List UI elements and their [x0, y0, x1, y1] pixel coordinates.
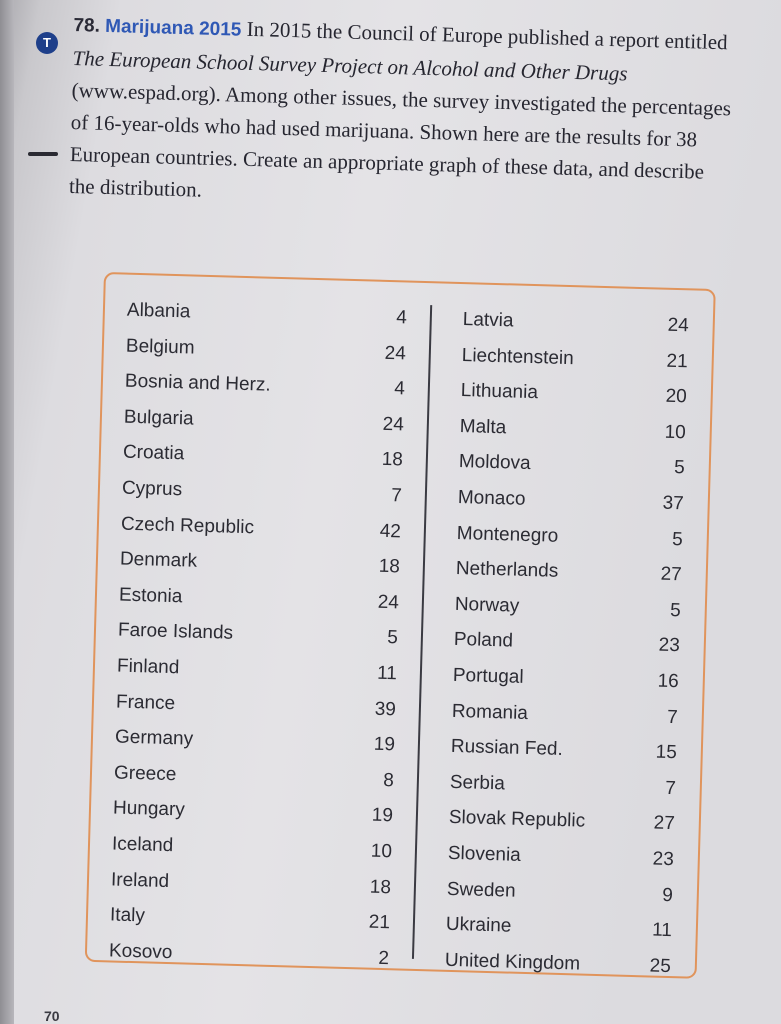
- book-spine-shadow: [0, 0, 14, 1024]
- percentage-value: 18: [369, 876, 392, 898]
- country-name: Slovak Republic: [448, 807, 586, 832]
- percentage-value: 5: [671, 528, 684, 550]
- country-name: Slovenia: [447, 842, 522, 866]
- percentage-value: 21: [368, 911, 391, 934]
- data-table: [85, 272, 716, 979]
- percentage-value: 19: [371, 805, 394, 827]
- percentage-value: 27: [660, 563, 683, 586]
- country-name: Albania: [126, 299, 191, 323]
- column-divider: [412, 305, 432, 959]
- percentage-value: 37: [662, 492, 685, 515]
- country-name: Latvia: [462, 309, 514, 332]
- problem-78: [69, 8, 739, 220]
- country-name: Lithuania: [460, 380, 539, 404]
- country-name: Montenegro: [456, 522, 559, 547]
- country-name: Germany: [114, 726, 194, 750]
- table-column-right: [444, 302, 689, 984]
- country-name: Bulgaria: [123, 406, 194, 430]
- country-name: Sweden: [446, 878, 516, 902]
- country-name: Liechtenstein: [461, 344, 575, 369]
- country-name: Hungary: [112, 797, 186, 821]
- percentage-value: 4: [395, 307, 408, 329]
- percentage-value: 23: [652, 848, 675, 871]
- table-column-left: [109, 293, 408, 977]
- percentage-value: 9: [661, 884, 674, 906]
- country-name: Cyprus: [121, 477, 183, 501]
- percentage-value: 24: [667, 314, 690, 337]
- country-name: Denmark: [119, 548, 198, 572]
- percentage-value: 7: [664, 777, 677, 799]
- percentage-value: 8: [383, 769, 395, 792]
- percentage-value: 10: [664, 421, 687, 444]
- percentage-value: 2: [378, 947, 390, 969]
- percentage-value: 23: [658, 634, 681, 657]
- percentage-value: 39: [374, 698, 397, 720]
- country-name: Greece: [113, 762, 177, 785]
- percentage-value: 27: [653, 812, 676, 835]
- country-name: Poland: [453, 629, 514, 652]
- country-name: Iceland: [111, 833, 174, 857]
- margin-mark: [28, 152, 58, 156]
- percentage-value: 16: [657, 670, 680, 693]
- percentage-value: 18: [381, 449, 404, 471]
- problem-intro: In 2015 the Council of Europe published a report entitled: [241, 16, 728, 55]
- country-name: Romania: [451, 700, 529, 724]
- country-name: Estonia: [118, 584, 183, 608]
- country-name: Monaco: [457, 486, 526, 510]
- percentage-value: 10: [370, 840, 393, 863]
- table-row: [109, 933, 390, 976]
- percentage-value: 4: [393, 378, 406, 400]
- country-name: Faroe Islands: [117, 619, 234, 645]
- country-name: Portugal: [452, 664, 524, 688]
- country-name: Netherlands: [455, 558, 559, 582]
- table-row: [444, 942, 671, 984]
- percentage-value: 7: [390, 485, 403, 507]
- page-number: 70: [44, 1008, 60, 1024]
- percentage-value: 11: [376, 662, 398, 685]
- country-name: Russian Fed.: [450, 735, 564, 761]
- country-name: Bosnia and Herz.: [124, 370, 271, 396]
- country-name: France: [115, 691, 176, 714]
- problem-number: 78.: [73, 14, 101, 37]
- percentage-value: 5: [387, 627, 399, 649]
- country-name: Croatia: [122, 441, 185, 465]
- percentage-value: 42: [379, 520, 402, 542]
- percentage-value: 18: [378, 555, 401, 578]
- country-name: Ireland: [110, 868, 170, 892]
- problem-title: Marijuana 2015: [104, 15, 242, 41]
- teacher-badge-icon: T: [36, 32, 58, 54]
- percentage-value: 24: [382, 413, 405, 436]
- percentage-value: 20: [665, 385, 688, 408]
- problem-body: (www.espad.org). Among other issues, the survey investigated the percentages of 16-year-olds who had used marijuana. Shown here are the results for 38 European countries. Create an appropriate graph of these data, and describe the distribution.: [68, 77, 732, 202]
- country-name: Kosovo: [108, 940, 173, 963]
- percentage-value: 11: [651, 919, 673, 942]
- country-name: Norway: [454, 593, 520, 617]
- country-name: Italy: [109, 904, 146, 927]
- percentage-value: 5: [673, 457, 686, 479]
- country-name: Malta: [459, 415, 507, 439]
- problem-text: [69, 8, 739, 220]
- country-name: Belgium: [125, 335, 195, 359]
- country-name: Czech Republic: [120, 513, 255, 538]
- report-title: The European School Survey Project on Alcohol and Other Drugs: [72, 45, 628, 86]
- percentage-value: 19: [373, 733, 396, 756]
- percentage-value: 25: [649, 955, 672, 977]
- country-name: United Kingdom: [444, 949, 581, 975]
- percentage-value: 24: [384, 342, 407, 365]
- country-name: Moldova: [458, 451, 531, 475]
- country-name: Finland: [116, 655, 180, 679]
- percentage-value: 5: [669, 599, 682, 621]
- percentage-value: 24: [377, 591, 400, 614]
- country-name: Ukraine: [445, 913, 512, 937]
- percentage-value: 15: [655, 741, 678, 764]
- percentage-value: 7: [666, 706, 679, 728]
- percentage-value: 21: [666, 350, 689, 372]
- country-name: Serbia: [449, 771, 506, 795]
